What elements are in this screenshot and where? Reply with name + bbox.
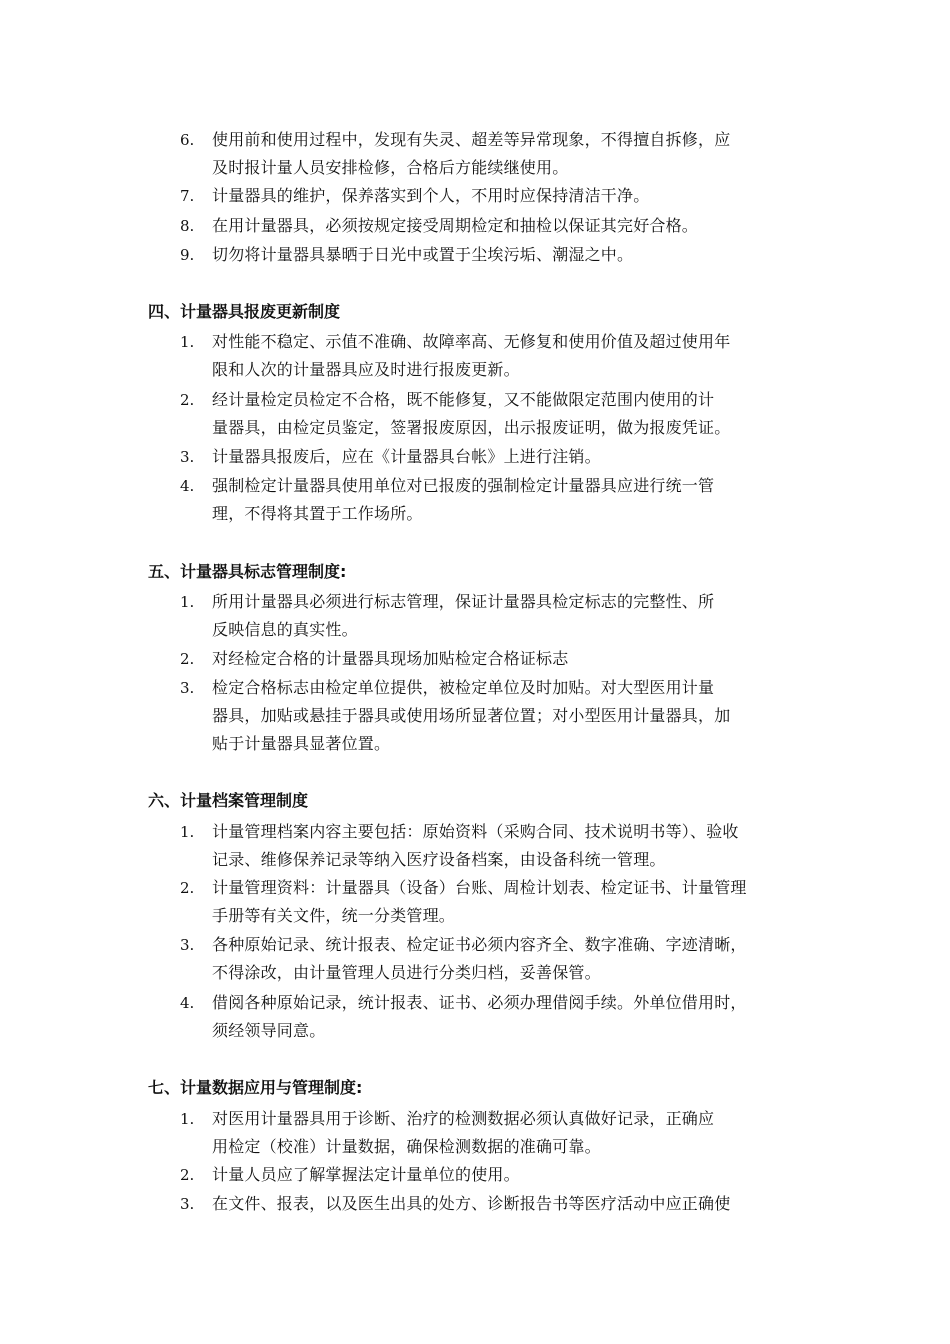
item-number: 7. xyxy=(180,187,195,205)
item-text-line: 使用前和使用过程中，发现有失灵、超差等异常现象，不得擅自拆修，应 xyxy=(212,130,731,149)
item-text-line: 各种原始记录、统计报表、检定证书必须内容齐全、数字准确、字迹清晰， xyxy=(212,935,747,954)
item-text-line: 及时报计量人员安排检修，合格后方能续继使用。 xyxy=(212,158,569,177)
item-text-line: 强制检定计量器具使用单位对已报废的强制检定计量器具应进行统一管 xyxy=(212,476,715,495)
item-text-line: 记录、维修保养记录等纳入医疗设备档案，由设备科统一管理。 xyxy=(212,850,666,869)
item-number: 4. xyxy=(180,994,195,1012)
item-number: 1. xyxy=(180,593,195,611)
section-heading: 七、计量数据应用与管理制度: xyxy=(148,1078,363,1097)
item-number: 4. xyxy=(180,477,195,495)
item-text-line: 反映信息的真实性。 xyxy=(212,620,358,639)
item-text-line: 不得涂改，由计量管理人员进行分类归档，妥善保管。 xyxy=(212,963,601,982)
item-text-line: 切勿将计量器具暴晒于日光中或置于尘埃污垢、潮湿之中。 xyxy=(212,245,634,264)
item-text-line: 量器具，由检定员鉴定，签署报废原因，出示报废证明，做为报废凭证。 xyxy=(212,418,731,437)
item-text-line: 对医用计量器具用于诊断、治疗的检测数据必须认真做好记录，正确应 xyxy=(212,1109,715,1128)
item-text-line: 限和人次的计量器具应及时进行报废更新。 xyxy=(212,360,520,379)
item-number: 1. xyxy=(180,333,195,351)
item-text-line: 贴于计量器具显著位置。 xyxy=(212,734,391,753)
item-text-line: 计量器具的维护，保养落实到个人，不用时应保持清洁干净。 xyxy=(212,186,650,205)
item-text-line: 计量管理资料：计量器具（设备）台账、周检计划表、检定证书、计量管理 xyxy=(212,878,747,897)
item-number: 1. xyxy=(180,1110,195,1128)
item-number: 3. xyxy=(180,936,195,954)
item-number: 6. xyxy=(180,131,195,149)
item-text-line: 检定合格标志由检定单位提供，被检定单位及时加贴。对大型医用计量 xyxy=(212,678,715,697)
section-heading: 五、计量器具标志管理制度: xyxy=(148,562,347,581)
section-heading: 四、计量器具报废更新制度 xyxy=(148,302,341,321)
item-text-line: 对性能不稳定、示值不准确、故障率高、无修复和使用价值及超过使用年 xyxy=(212,332,731,351)
item-text-line: 计量人员应了解掌握法定计量单位的使用。 xyxy=(212,1165,520,1184)
item-number: 2. xyxy=(180,1166,195,1184)
item-text-line: 器具，加贴或悬挂于器具或使用场所显著位置；对小型医用计量器具，加 xyxy=(212,706,731,725)
item-text-line: 理，不得将其置于工作场所。 xyxy=(212,504,423,523)
item-text-line: 所用计量器具必须进行标志管理，保证计量器具检定标志的完整性、所 xyxy=(212,592,715,611)
item-text-line: 在用计量器具，必须按规定接受周期检定和抽检以保证其完好合格。 xyxy=(212,216,699,235)
item-number: 2. xyxy=(180,650,195,668)
item-text-line: 手册等有关文件，统一分类管理。 xyxy=(212,906,456,925)
item-text-line: 计量器具报废后，应在《计量器具台帐》上进行注销。 xyxy=(212,447,601,466)
item-text-line: 借阅各种原始记录，统计报表、证书、必须办理借阅手续。外单位借用时， xyxy=(212,993,747,1012)
item-number: 9. xyxy=(180,246,195,264)
section-heading: 六、计量档案管理制度 xyxy=(148,791,309,810)
item-text-line: 经计量检定员检定不合格，既不能修复，又不能做限定范围内使用的计 xyxy=(212,390,715,409)
item-text-line: 须经领导同意。 xyxy=(212,1021,326,1040)
item-number: 3. xyxy=(180,679,195,697)
item-number: 2. xyxy=(180,391,195,409)
item-number: 2. xyxy=(180,879,195,897)
item-number: 1. xyxy=(180,823,195,841)
item-text-line: 用检定（校准）计量数据，确保检测数据的准确可靠。 xyxy=(212,1137,601,1156)
item-number: 8. xyxy=(180,217,195,235)
item-text-line: 对经检定合格的计量器具现场加贴检定合格证标志 xyxy=(212,649,569,668)
item-text-line: 在文件、报表，以及医生出具的处方、诊断报告书等医疗活动中应正确使 xyxy=(212,1194,731,1213)
item-text-line: 计量管理档案内容主要包括：原始资料（采购合同、技术说明书等）、验收 xyxy=(212,822,739,841)
item-number: 3. xyxy=(180,1195,195,1213)
item-number: 3. xyxy=(180,448,195,466)
